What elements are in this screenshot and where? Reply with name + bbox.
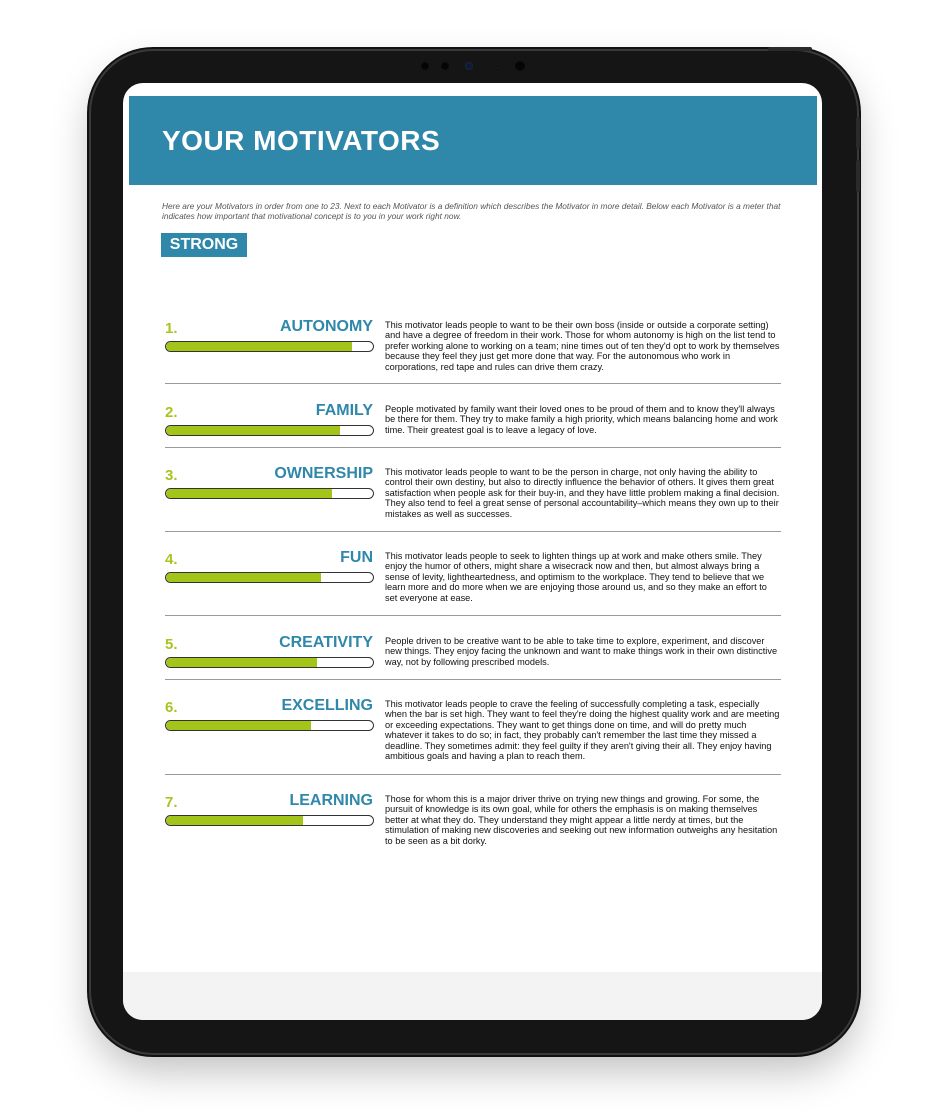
meter-fill [166, 342, 352, 351]
motivator-description: This motivator leads people to want to be the person in charge, not only having the ability to control their own destiny, but also to directly influence the behavior of others. It gives them great satisfaction when people ask for their buy-in, and they have little problem making a final decision. They also tend to feel a great sense of personal accountability–which means they own up to their mistakes as well as successes. [385, 467, 780, 519]
motivator-name: EXCELLING [281, 697, 373, 714]
camera-icon [465, 62, 473, 70]
motivator-description: Those for whom this is a major driver thrive on trying new things and growing. For some, the pursuit of knowledge is its own goal, while for others the emphasis is on making themselves better at what they do. They understand they might appear a little nerdy at times, but the stimulation of making new discoveries and seeking out new information outweighs any hesitation to be seen as a bit dorky. [385, 794, 778, 846]
camera-bar [410, 58, 540, 74]
meter-fill [166, 816, 303, 825]
motivator-meter [165, 425, 374, 436]
motivator-number: 2. [165, 404, 178, 421]
volume-down-button [856, 160, 860, 192]
motivator-name: LEARNING [289, 792, 373, 809]
motivator-description: People motivated by family want their loved ones to be proud of them and to know they'll always be there for them. They try to make family a high priority, which means balancing home and work time. Their greatest goal is to leave a legacy of love. [385, 404, 778, 435]
meter-fill [166, 721, 311, 730]
motivator-description: This motivator leads people to crave the feeling of successfully completing a task, especially when the bar is set high. They want to feel they're doing the highest quality work and are meeting or exceeding expectations. They want to get things done on time, and will do pretty much whatever it takes to do so; in fact, they probably can't remember the last time they missed a deadline. They sometimes admit: they feel guilty if they aren't giving their all. They enjoy having ambitious goals and having a plan to reach them. [385, 699, 780, 762]
motivator-meter [165, 657, 374, 668]
motivator-name: FAMILY [315, 402, 373, 419]
screen [123, 83, 822, 1020]
motivator-description: This motivator leads people to want to be their own boss (inside or outside a corporate setting) and have a degree of freedom in their work. Those for whom autonomy is high on the list tend to prefer working alone to working on a team; nine times out of ten they'd opt to work by themselves because they feel they just get more done that way. For the autonomous who work in corporations, red tape and rules can drive them crazy. [385, 320, 780, 372]
divider [165, 531, 781, 532]
motivator-description: People driven to be creative want to be able to take time to explore, experiment, and discover new things. They enjoy facing the unknown and want to make things work in their own distinctive way, not by following prescribed models. [385, 636, 778, 667]
page-title: YOUR MOTIVATORS [162, 125, 441, 156]
divider [165, 774, 781, 775]
screen-bottom-edge [123, 972, 822, 1020]
divider [165, 383, 781, 384]
motivator-name: CREATIVITY [279, 634, 373, 651]
motivator-meter [165, 488, 374, 499]
section-badge: STRONG [161, 233, 247, 257]
motivator-number: 1. [165, 320, 178, 337]
intro-text: Here are your Motivators in order from one to 23. Next to each Motivator is a definition which describes the Motivator in more detail. Below each Motivator is a meter that indicates how important that motivational concept is to you in your work right now. [162, 201, 781, 221]
motivator-name: AUTONOMY [279, 318, 373, 335]
motivator-number: 6. [165, 699, 178, 716]
meter-fill [166, 658, 317, 667]
motivator-number: 5. [165, 636, 178, 653]
meter-fill [166, 426, 340, 435]
power-button [768, 47, 812, 51]
meter-fill [166, 489, 332, 498]
meter-fill [166, 573, 321, 582]
sensor-icon [495, 64, 499, 68]
sensor-icon [420, 61, 430, 71]
page-header [129, 96, 817, 185]
motivator-number: 7. [165, 794, 178, 811]
divider [165, 447, 781, 448]
motivator-meter [165, 572, 374, 583]
sensor-icon [440, 61, 450, 71]
motivator-meter [165, 341, 374, 352]
sensor-icon [514, 60, 526, 72]
motivator-meter [165, 815, 374, 826]
volume-up-button [856, 117, 860, 149]
motivator-number: 3. [165, 467, 178, 484]
motivator-number: 4. [165, 551, 178, 568]
motivator-meter [165, 720, 374, 731]
motivator-name: OWNERSHIP [274, 465, 373, 482]
divider [165, 615, 781, 616]
motivator-name: FUN [340, 549, 373, 566]
motivator-description: This motivator leads people to seek to lighten things up at work and make others smile. They enjoy the humor of others, might share a wisecrack now and then, but almost always bring a sense of levity, lightheartedness, and optimism to the workplace. They tend to believe that we learn more and do more when we are enjoying those around us, and so they make an effort to set everyone at ease. [385, 551, 767, 603]
divider [165, 679, 781, 680]
